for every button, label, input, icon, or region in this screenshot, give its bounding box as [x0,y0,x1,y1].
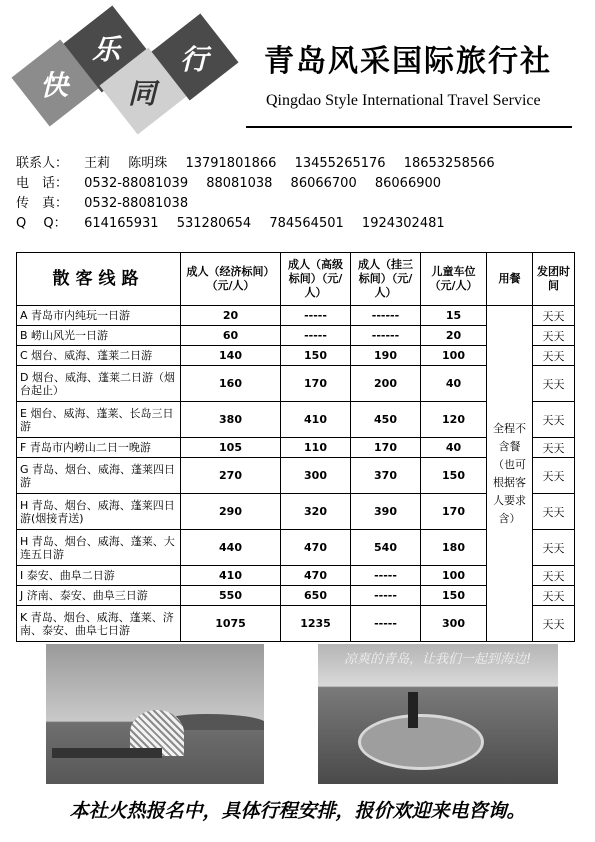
header-three-star: 成人（挂三标间）（元/人） [351,253,421,306]
economy-price: 270 [181,458,281,494]
contact-value: 86066900 [374,176,442,191]
contact-row [16,174,509,194]
three-star-price: 200 [351,366,421,402]
departure-cell: 天天 [533,366,575,402]
contact-value: 13791801866 [185,156,277,171]
contact-label: 电 话： [16,176,69,191]
company-name-cn: 青岛风采国际旅行社 [264,44,552,79]
contact-value: 陈明珠 [128,156,168,171]
child-price: 150 [421,458,487,494]
departure-cell: 天天 [533,438,575,458]
premium-price: ----- [281,326,351,346]
premium-price: 150 [281,346,351,366]
route-cell: I 泰安、曲阜二日游 [17,566,181,586]
economy-price: 60 [181,326,281,346]
child-price: 20 [421,326,487,346]
child-price: 170 [421,494,487,530]
contact-value: 0532-88081038 [84,196,189,211]
economy-price: 380 [181,402,281,438]
contact-row [16,154,509,174]
photo-caption: 凉爽的青岛，让我们一起到海边! [344,652,532,667]
three-star-price: 190 [351,346,421,366]
contact-value: 0532-88081039 [84,176,189,191]
table-row [17,306,575,326]
table-header-row [17,253,575,306]
departure-cell: 天天 [533,402,575,438]
route-cell: D 烟台、威海、蓬莱二日游（烟台起止） [17,366,181,402]
tour-price-table [16,252,575,642]
contact-value: 86066700 [290,176,357,191]
company-name-en: Qingdao Style International Travel Service [266,92,541,109]
child-price: 100 [421,566,487,586]
logo-char: 同 [128,77,157,110]
logo-char: 乐 [92,33,121,66]
departure-cell: 天天 [533,306,575,326]
contact-label: 传 真： [16,196,69,211]
economy-price: 410 [181,566,281,586]
contact-label: 联系人： [16,156,69,171]
departure-cell: 天天 [533,326,575,346]
departure-cell: 天天 [533,566,575,586]
contact-value: 1924302481 [361,216,445,231]
logo [14,14,246,126]
photo-dock [52,748,162,758]
economy-price: 20 [181,306,281,326]
route-cell: K 青岛、烟台、威海、蓬莱、济南、泰安、曲阜七日游 [17,606,181,642]
meal-note: 全程不含餐（也可根据客人要求含） [487,306,533,642]
premium-price: ----- [281,306,351,326]
logo-char: 快 [40,69,69,102]
contact-value: 88081038 [206,176,273,191]
header-rule [246,126,572,128]
route-cell: G 青岛、烟台、威海、蓬莱四日游 [17,458,181,494]
departure-cell: 天天 [533,458,575,494]
header-child: 儿童车位（元/人） [421,253,487,306]
premium-price: 300 [281,458,351,494]
three-star-price: 540 [351,530,421,566]
header-route: 散客线路 [17,253,181,306]
contact-label: Q Q： [16,216,67,231]
route-cell: F 青岛市内崂山二日一晚游 [17,438,181,458]
contact-row [16,214,509,234]
header-departure: 发团时间 [533,253,575,306]
economy-price: 105 [181,438,281,458]
departure-cell: 天天 [533,530,575,566]
route-cell: H 青岛、烟台、威海、蓬莱四日游(烟接青送) [17,494,181,530]
economy-price: 440 [181,530,281,566]
photo-plaza [358,714,484,770]
three-star-price: 390 [351,494,421,530]
premium-price: 410 [281,402,351,438]
premium-price: 170 [281,366,351,402]
footer-slogan: 本社火热报名中，具体行程安排，报价欢迎来电咨询。 [69,800,526,822]
departure-cell: 天天 [533,494,575,530]
three-star-price: ----- [351,566,421,586]
header-economy: 成人（经济标间）（元/人） [181,253,281,306]
route-cell: H 青岛、烟台、威海、蓬莱、大连五日游 [17,530,181,566]
child-price: 40 [421,366,487,402]
economy-price: 140 [181,346,281,366]
child-price: 15 [421,306,487,326]
child-price: 180 [421,530,487,566]
route-cell: J 济南、泰安、曲阜三日游 [17,586,181,606]
photo-dome-harbor [46,644,264,784]
route-cell: B 崂山风光一日游 [17,326,181,346]
premium-price: 650 [281,586,351,606]
economy-price: 550 [181,586,281,606]
departure-cell: 天天 [533,586,575,606]
three-star-price: ------ [351,306,421,326]
departure-cell: 天天 [533,606,575,642]
child-price: 120 [421,402,487,438]
logo-char: 行 [180,43,209,76]
three-star-price: 450 [351,402,421,438]
economy-price: 1075 [181,606,281,642]
premium-price: 470 [281,566,351,586]
premium-price: 1235 [281,606,351,642]
premium-price: 110 [281,438,351,458]
three-star-price: 370 [351,458,421,494]
economy-price: 290 [181,494,281,530]
contact-value: 18653258566 [403,156,495,171]
child-price: 150 [421,586,487,606]
route-cell: E 烟台、威海、蓬莱、长岛三日游 [17,402,181,438]
three-star-price: ----- [351,586,421,606]
three-star-price: ------ [351,326,421,346]
route-cell: A 青岛市内纯玩一日游 [17,306,181,326]
premium-price: 320 [281,494,351,530]
contact-block [16,154,509,234]
contact-value: 784564501 [269,216,344,231]
header-premium: 成人（高级标间）（元/人） [281,253,351,306]
child-price: 100 [421,346,487,366]
contact-value: 王莉 [84,156,111,171]
child-price: 300 [421,606,487,642]
route-cell: C 烟台、威海、蓬莱二日游 [17,346,181,366]
three-star-price: ----- [351,606,421,642]
economy-price: 160 [181,366,281,402]
contact-value: 13455265176 [294,156,386,171]
header-meal: 用餐 [487,253,533,306]
contact-row [16,194,509,214]
photo-coastal-plaza [318,644,558,784]
photo-tower [408,692,418,728]
premium-price: 470 [281,530,351,566]
child-price: 40 [421,438,487,458]
three-star-price: 170 [351,438,421,458]
contact-value: 614165931 [84,216,159,231]
departure-cell: 天天 [533,346,575,366]
contact-value: 531280654 [176,216,252,231]
